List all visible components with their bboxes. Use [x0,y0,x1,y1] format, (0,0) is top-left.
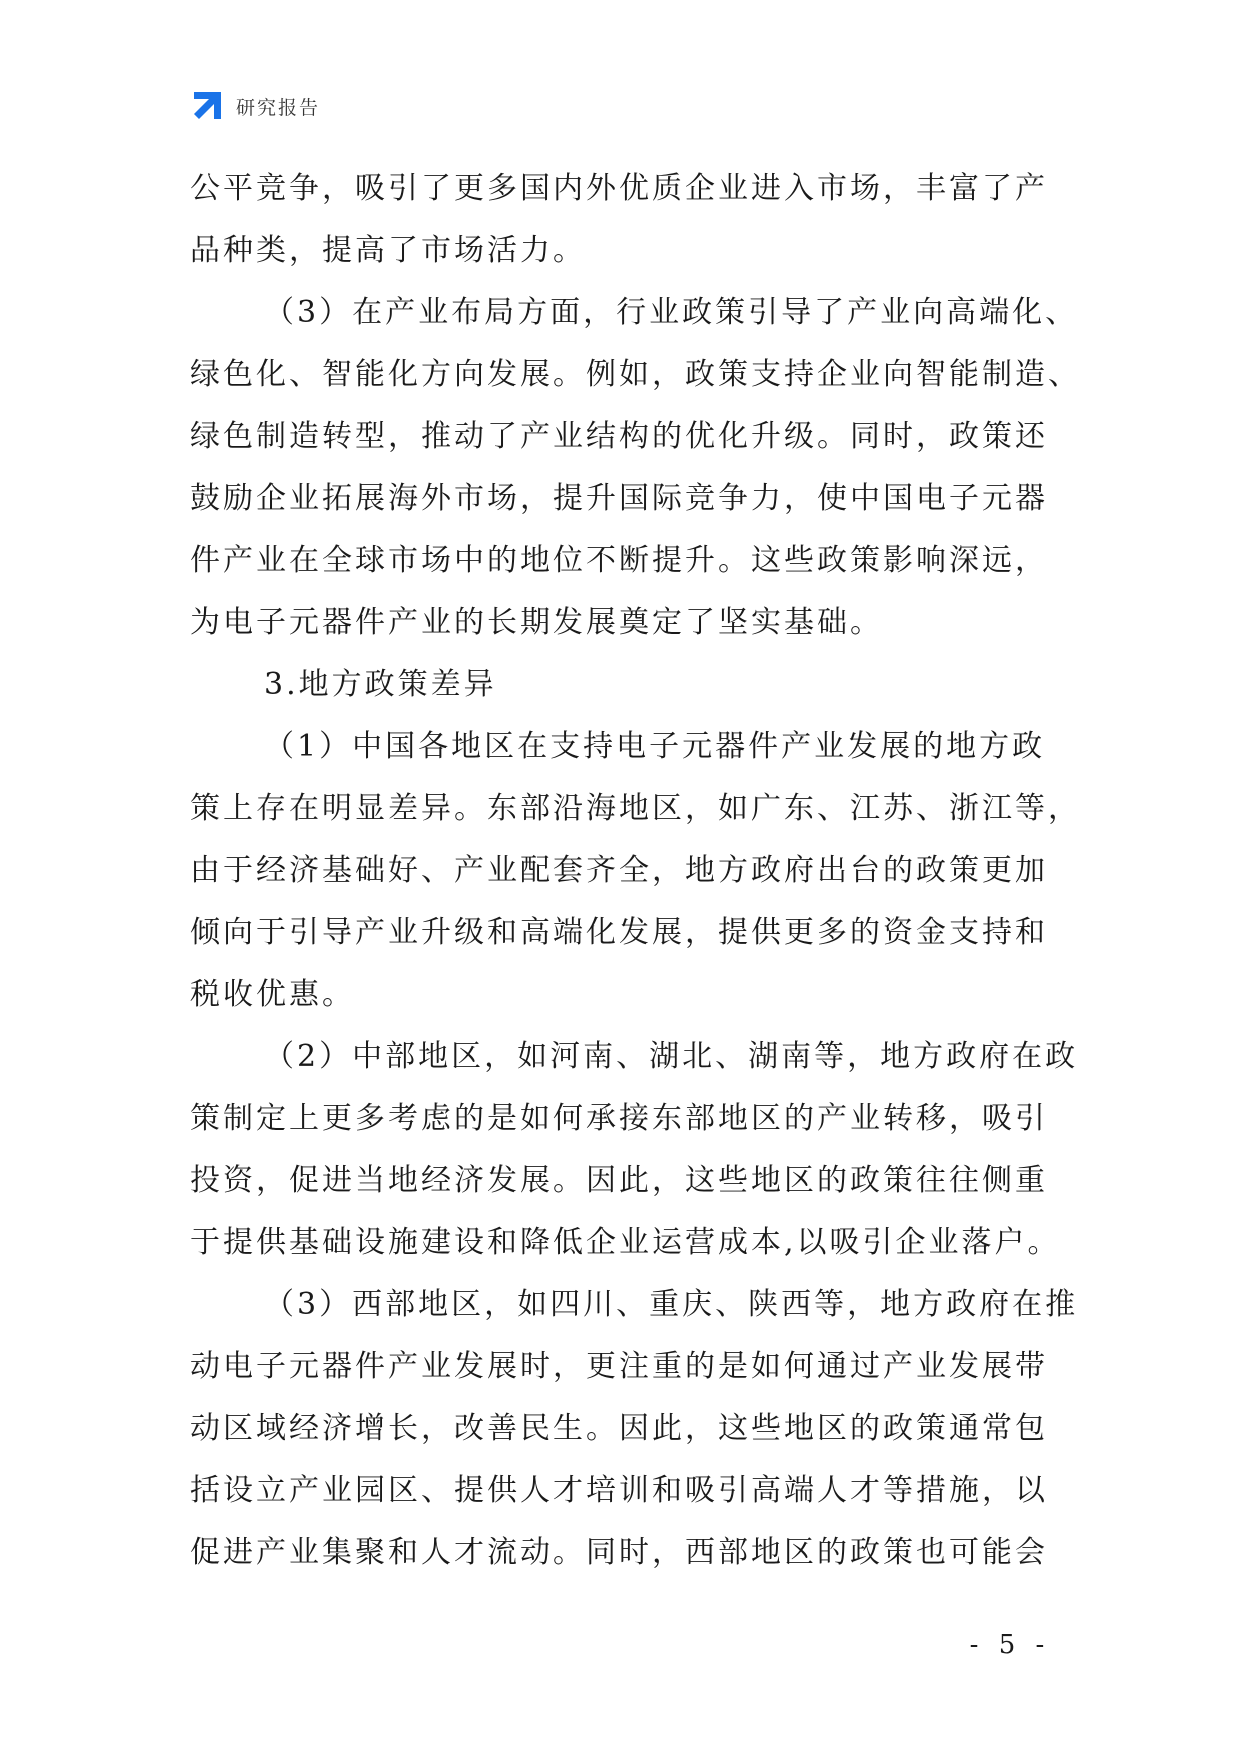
text-line: （3）在产业布局方面，行业政策引导了产业向高端化、 [264,295,1079,330]
logo-arrow-icon [190,89,224,123]
text-line: 倾向于引导产业升级和高端化发展，提供更多的资金支持和 [190,915,1048,950]
text-line: 鼓励企业拓展海外市场，提升国际竞争力，使中国电子元器 [190,481,1048,516]
text-line: （3）西部地区，如四川、重庆、陕西等，地方政府在推 [264,1287,1079,1322]
section-heading: 3.地方政策差异 [264,667,497,702]
text-line: 绿色化、智能化方向发展。例如，政策支持企业向智能制造、 [190,357,1081,392]
text-line: 括设立产业园区、提供人才培训和吸引高端人才等措施，以 [190,1473,1048,1508]
text-line: （2）中部地区，如河南、湖北、湖南等，地方政府在政 [264,1039,1079,1074]
document-body [190,158,1081,1584]
header-label: 研究报告 [236,96,321,119]
text-line: 绿色制造转型，推动了产业结构的优化升级。同时，政策还 [190,419,1048,454]
text-line: 投资，促进当地经济发展。因此，这些地区的政策往往侧重 [190,1163,1048,1198]
text-line: 于提供基础设施建设和降低企业运营成本,以吸引企业落户。 [190,1225,1061,1260]
text-line: 动区域经济增长，改善民生。因此，这些地区的政策通常包 [190,1411,1048,1446]
text-line: 动电子元器件产业发展时，更注重的是如何通过产业发展带 [190,1349,1048,1384]
text-line: 品种类，提高了市场活力。 [190,233,586,268]
text-line: 件产业在全球市场中的地位不断提升。这些政策影响深远， [190,543,1048,578]
text-line: 策上存在明显差异。东部沿海地区，如广东、江苏、浙江等， [190,791,1081,826]
text-line: 为电子元器件产业的长期发展奠定了坚实基础。 [190,605,883,640]
text-line: 由于经济基础好、产业配套齐全，地方政府出台的政策更加 [190,853,1048,888]
text-line: 策制定上更多考虑的是如何承接东部地区的产业转移，吸引 [190,1101,1048,1136]
report-header [190,88,320,124]
text-line: 公平竞争，吸引了更多国内外优质企业进入市场，丰富了产 [190,171,1048,206]
page-number: - 5 - [969,1630,1051,1660]
text-line: 税收优惠。 [190,977,355,1012]
text-line: 促进产业集聚和人才流动。同时，西部地区的政策也可能会 [190,1535,1048,1570]
text-line: （1）中国各地区在支持电子元器件产业发展的地方政 [264,729,1046,764]
